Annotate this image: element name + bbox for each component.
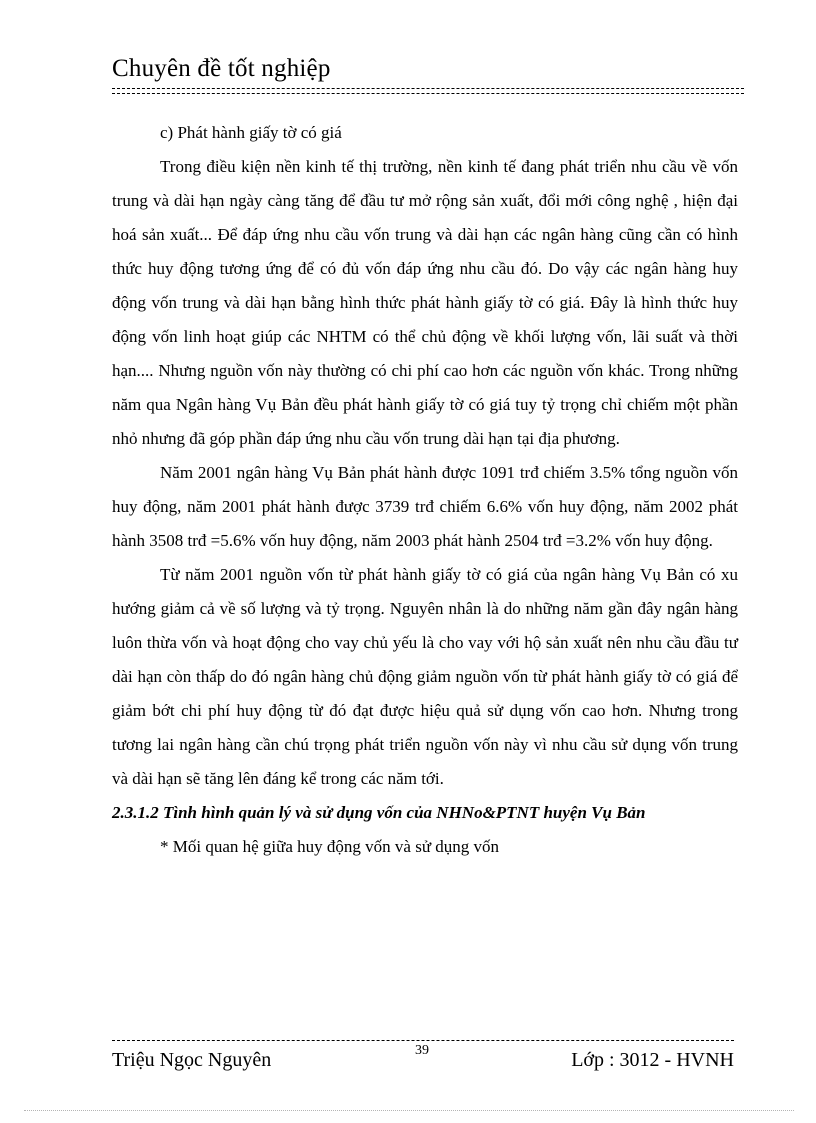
footer-class-label: Lớp : 3012 - HVNH	[571, 1049, 734, 1071]
header-title: Chuyên đề tốt nghiệp	[112, 55, 331, 82]
paragraph-3: Từ năm 2001 nguồn vốn từ phát hành giấy tờ có giá của ngân hàng Vụ Bản có xu hướng giảm cả về số lượng và tỷ trọng. Nguyên nhân là do những năm gần đây ngân hàng luôn thừa vốn và hoạt động cho vay chủ yếu là cho vay với hộ sản xuất nên nhu cầu đầu tư dài hạn còn thấp do đó ngân hàng chủ động giảm nguồn vốn từ phát hành giấy tờ có giá để giảm bớt chi phí huy động từ đó đạt được hiệu quả sử dụng vốn cao hơn. Nhưng trong tương lai ngân hàng cần chú trọng phát triển nguồn vốn này vì nhu cầu sử dụng vốn trung và dài hạn sẽ tăng lên đáng kể trong các năm tới.	[112, 565, 738, 788]
document-body	[112, 116, 738, 864]
page-bottom-rule	[24, 1110, 794, 1111]
bullet-line: * Mối quan hệ giữa huy động vốn và sử dụng vốn	[160, 837, 500, 856]
paragraph-1: Trong điều kiện nền kinh tế thị trường, nền kinh tế đang phát triển nhu cầu về vốn trung và dài hạn ngày càng tăng để đầu tư mở rộng sản xuất, đổi mới công nghệ , hiện đại hoá sản xuất... Để đáp ứng nhu cầu vốn trung và dài hạn các ngân hàng cũng cần có hình thức huy động tương ứng để có đủ vốn đáp ứng nhu cầu đó. Do vậy các ngân hàng huy động vốn trung và dài hạn bằng hình thức phát hành giấy tờ có giá. Đây là hình thức huy động vốn linh hoạt giúp các NHTM có thể chủ động về khối lượng vốn, lãi suất và thời hạn.... Nhưng nguồn vốn này thường có chi phí cao hơn các nguồn vốn khác. Trong những năm qua Ngân hàng Vụ Bản đều phát hành giấy tờ có giá tuy tỷ trọng chỉ chiếm một phần nhỏ nhưng đã góp phần đáp ứng nhu cầu vốn trung dài hạn tại địa phương.	[112, 157, 738, 448]
page-footer	[112, 1040, 734, 1079]
subsection-heading: 2.3.1.2 Tình hình quản lý và sử dụng vốn của NHNo&PTNT huyện Vụ Bản	[112, 803, 646, 822]
paragraph-2: Năm 2001 ngân hàng Vụ Bản phát hành được 1091 trđ chiếm 3.5% tổng nguồn vốn huy động, năm 2001 phát hành được 3739 trđ chiếm 6.6% vốn huy động, năm 2002 phát hành 3508 trđ =5.6% vốn huy động, năm 2003 phát hành 2504 trđ =3.2% vốn huy động.	[112, 463, 738, 550]
header-rule-top	[112, 88, 744, 89]
footer-row	[112, 1043, 734, 1079]
page-header	[112, 52, 744, 94]
page-number: 39	[415, 1043, 429, 1058]
footer-rule	[112, 1040, 734, 1041]
section-c-title: c) Phát hành giấy tờ có giá	[160, 123, 342, 142]
header-rule-bottom	[112, 93, 744, 94]
footer-author: Triệu Ngọc Nguyên	[112, 1049, 272, 1071]
